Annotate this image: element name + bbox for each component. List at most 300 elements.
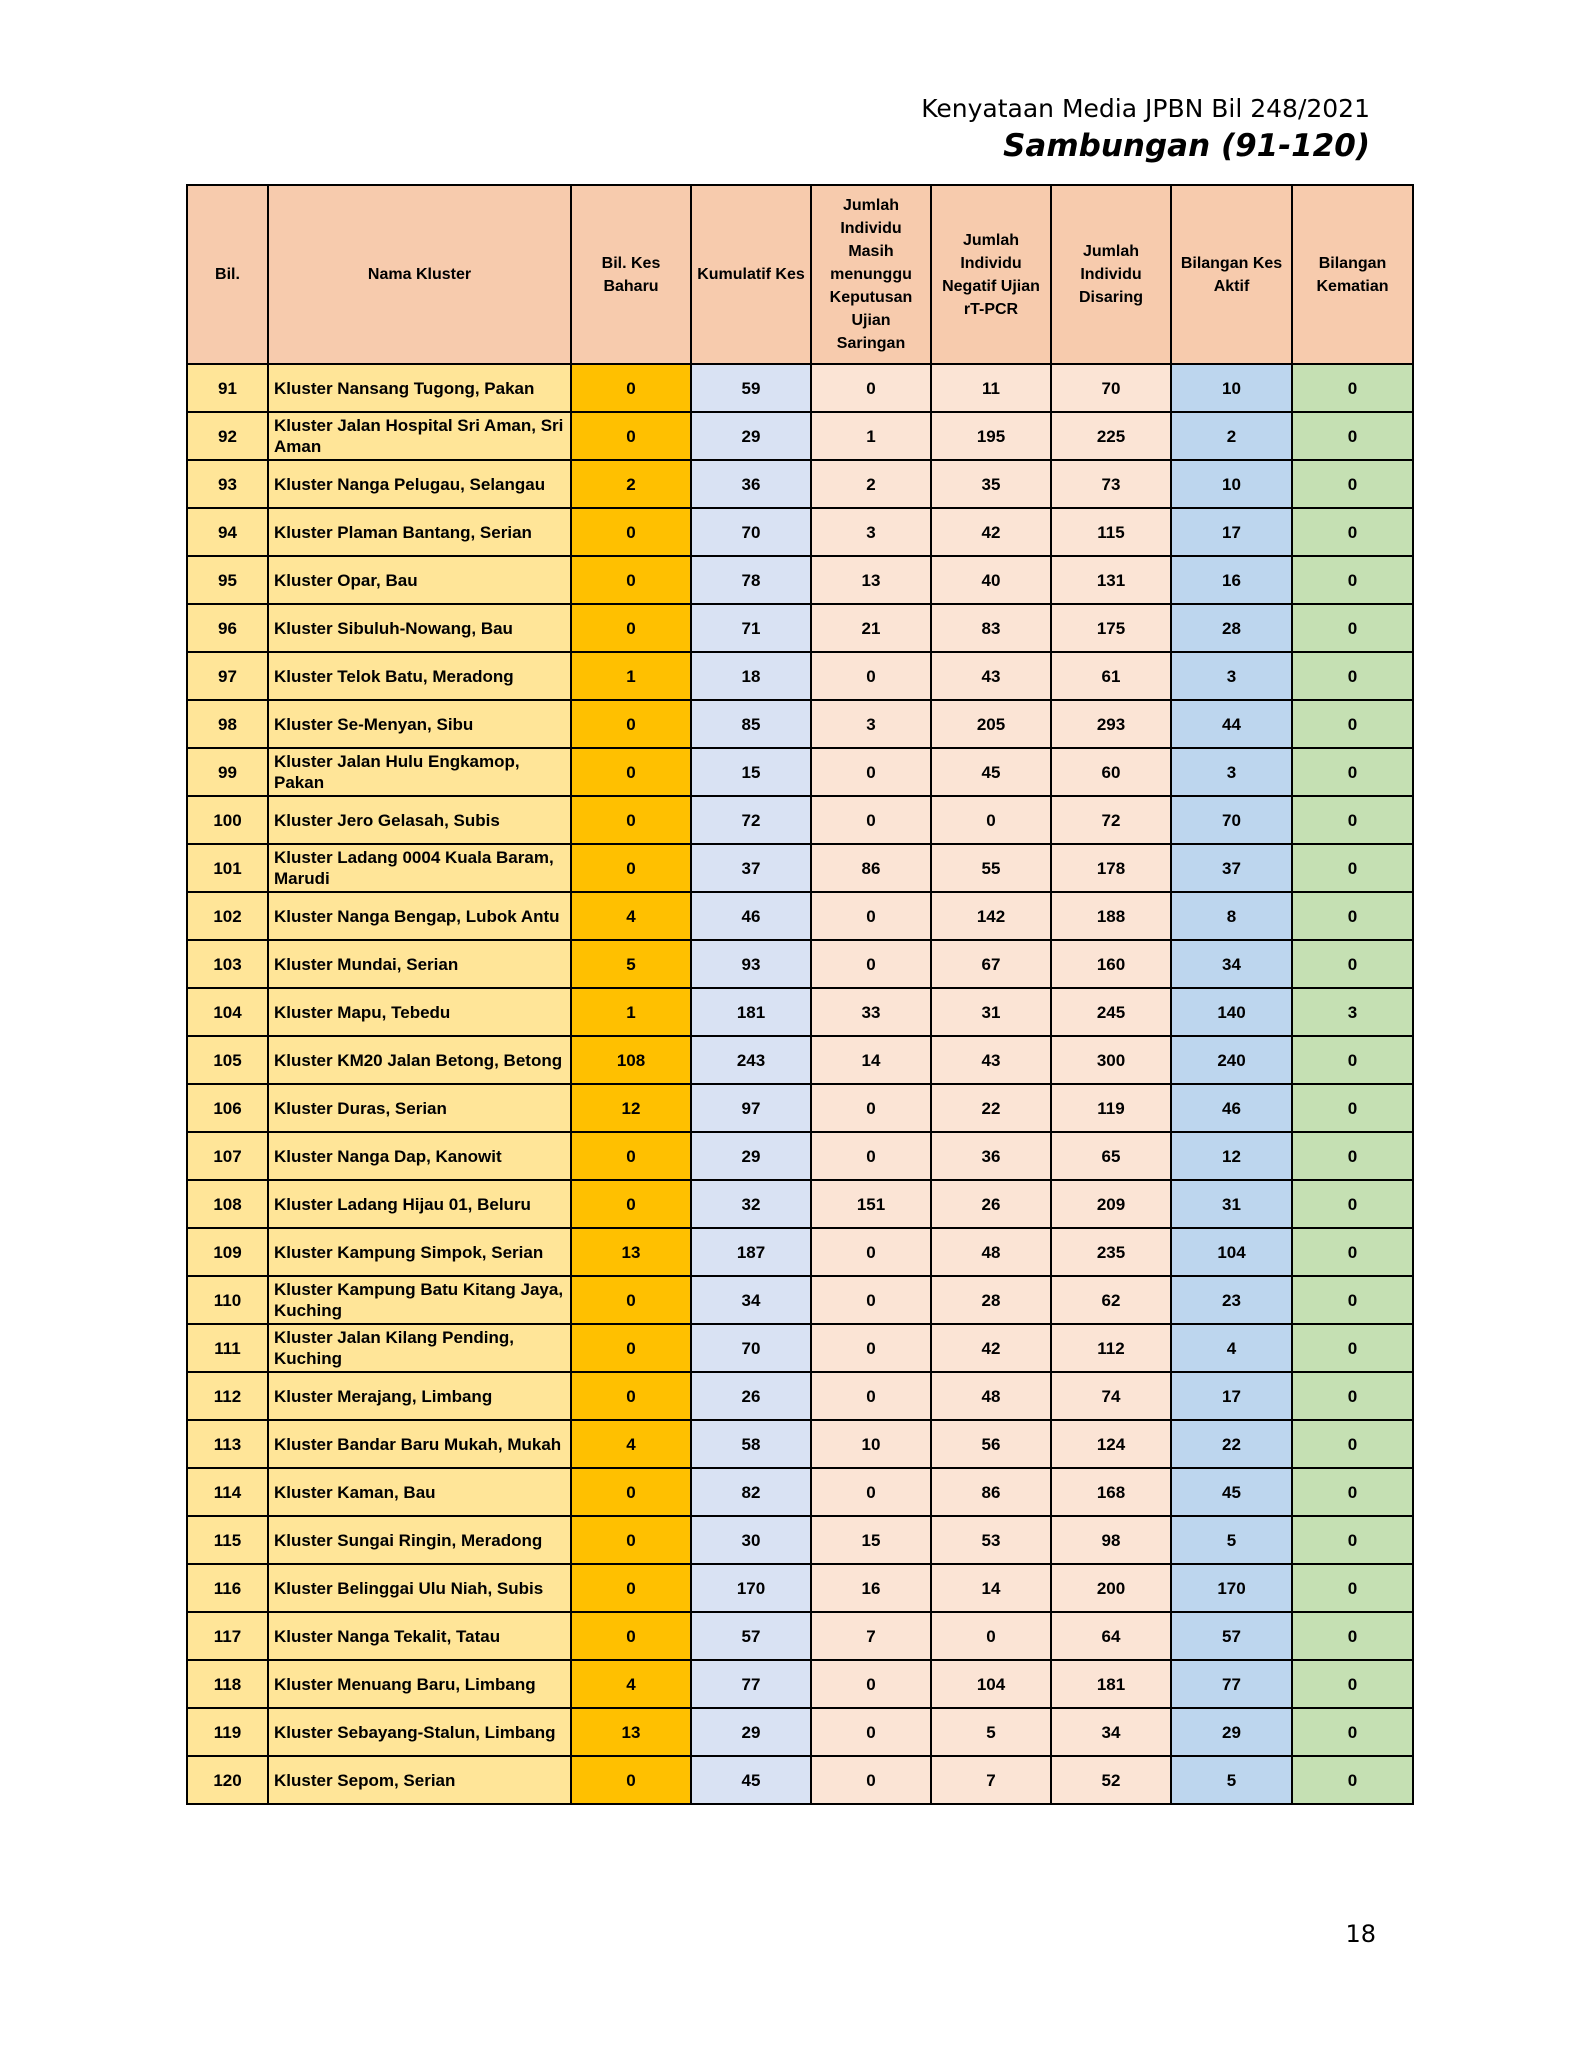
cell-kumulatif-kes: 29	[691, 412, 811, 460]
cell-bil: 111	[187, 1324, 268, 1372]
cell-menunggu-keputusan: 0	[811, 652, 931, 700]
cell-kes-baharu: 108	[571, 1036, 691, 1084]
cell-negatif-rtpcr: 0	[931, 1612, 1051, 1660]
cell-kes-aktif: 5	[1171, 1756, 1292, 1804]
cell-menunggu-keputusan: 0	[811, 1756, 931, 1804]
cell-kumulatif-kes: 181	[691, 988, 811, 1036]
cell-kes-baharu: 0	[571, 1324, 691, 1372]
cell-kes-aktif: 16	[1171, 556, 1292, 604]
cell-kes-baharu: 0	[571, 700, 691, 748]
cell-kumulatif-kes: 71	[691, 604, 811, 652]
cell-kes-aktif: 34	[1171, 940, 1292, 988]
cell-menunggu-keputusan: 0	[811, 1324, 931, 1372]
cell-kumulatif-kes: 34	[691, 1276, 811, 1324]
cell-kes-aktif: 10	[1171, 364, 1292, 412]
col-header-kes-aktif: Bilangan Kes Aktif	[1171, 185, 1292, 364]
table-row	[187, 748, 1413, 796]
table-row	[187, 460, 1413, 508]
table-header	[187, 185, 1413, 364]
cell-kematian: 3	[1292, 988, 1413, 1036]
cell-nama-kluster: Kluster Menuang Baru, Limbang	[268, 1660, 571, 1708]
cell-kes-baharu: 0	[571, 1468, 691, 1516]
cell-negatif-rtpcr: 7	[931, 1756, 1051, 1804]
cell-bil: 114	[187, 1468, 268, 1516]
table-body	[187, 364, 1413, 1804]
cell-kematian: 0	[1292, 364, 1413, 412]
cell-kematian: 0	[1292, 556, 1413, 604]
cell-individu-disaring: 124	[1051, 1420, 1171, 1468]
cell-bil: 94	[187, 508, 268, 556]
cell-kes-baharu: 1	[571, 652, 691, 700]
cell-nama-kluster: Kluster KM20 Jalan Betong, Betong	[268, 1036, 571, 1084]
cell-individu-disaring: 64	[1051, 1612, 1171, 1660]
cell-kumulatif-kes: 29	[691, 1132, 811, 1180]
cell-kes-aktif: 8	[1171, 892, 1292, 940]
cell-individu-disaring: 200	[1051, 1564, 1171, 1612]
cell-negatif-rtpcr: 43	[931, 1036, 1051, 1084]
cell-kematian: 0	[1292, 1660, 1413, 1708]
cell-menunggu-keputusan: 0	[811, 1708, 931, 1756]
cell-individu-disaring: 112	[1051, 1324, 1171, 1372]
cell-bil: 95	[187, 556, 268, 604]
cell-kematian: 0	[1292, 1756, 1413, 1804]
cell-kumulatif-kes: 45	[691, 1756, 811, 1804]
cell-negatif-rtpcr: 142	[931, 892, 1051, 940]
table-row	[187, 556, 1413, 604]
cell-kes-baharu: 0	[571, 1756, 691, 1804]
cell-bil: 97	[187, 652, 268, 700]
cell-negatif-rtpcr: 5	[931, 1708, 1051, 1756]
cell-kes-baharu: 12	[571, 1084, 691, 1132]
cell-menunggu-keputusan: 7	[811, 1612, 931, 1660]
cell-negatif-rtpcr: 48	[931, 1372, 1051, 1420]
cell-nama-kluster: Kluster Mapu, Tebedu	[268, 988, 571, 1036]
cell-kes-aktif: 29	[1171, 1708, 1292, 1756]
cell-nama-kluster: Kluster Sebayang-Stalun, Limbang	[268, 1708, 571, 1756]
cell-bil: 108	[187, 1180, 268, 1228]
cell-individu-disaring: 160	[1051, 940, 1171, 988]
cell-menunggu-keputusan: 33	[811, 988, 931, 1036]
table-row	[187, 1276, 1413, 1324]
cell-individu-disaring: 225	[1051, 412, 1171, 460]
cell-nama-kluster: Kluster Jero Gelasah, Subis	[268, 796, 571, 844]
cell-bil: 119	[187, 1708, 268, 1756]
table-row	[187, 940, 1413, 988]
cell-kes-aktif: 37	[1171, 844, 1292, 892]
cell-kematian: 0	[1292, 508, 1413, 556]
cell-individu-disaring: 168	[1051, 1468, 1171, 1516]
cell-kematian: 0	[1292, 1228, 1413, 1276]
cell-negatif-rtpcr: 48	[931, 1228, 1051, 1276]
cell-bil: 113	[187, 1420, 268, 1468]
cell-menunggu-keputusan: 0	[811, 748, 931, 796]
cell-kes-baharu: 13	[571, 1228, 691, 1276]
cell-kes-aktif: 77	[1171, 1660, 1292, 1708]
table-row	[187, 1084, 1413, 1132]
cell-nama-kluster: Kluster Jalan Hulu Engkamop, Pakan	[268, 748, 571, 796]
cell-negatif-rtpcr: 195	[931, 412, 1051, 460]
cell-individu-disaring: 293	[1051, 700, 1171, 748]
table-row	[187, 796, 1413, 844]
cell-kes-baharu: 0	[571, 1180, 691, 1228]
cell-kes-aktif: 240	[1171, 1036, 1292, 1084]
cell-kes-aktif: 17	[1171, 508, 1292, 556]
cell-kematian: 0	[1292, 604, 1413, 652]
cell-kematian: 0	[1292, 700, 1413, 748]
cell-kes-aktif: 23	[1171, 1276, 1292, 1324]
table-row	[187, 1372, 1413, 1420]
cell-kes-aktif: 5	[1171, 1516, 1292, 1564]
cell-kes-aktif: 45	[1171, 1468, 1292, 1516]
table-row	[187, 892, 1413, 940]
cell-bil: 101	[187, 844, 268, 892]
cell-kumulatif-kes: 46	[691, 892, 811, 940]
cell-nama-kluster: Kluster Nanga Tekalit, Tatau	[268, 1612, 571, 1660]
cell-kumulatif-kes: 18	[691, 652, 811, 700]
cell-negatif-rtpcr: 45	[931, 748, 1051, 796]
cell-nama-kluster: Kluster Jalan Hospital Sri Aman, Sri Aman	[268, 412, 571, 460]
table-row	[187, 1708, 1413, 1756]
cell-individu-disaring: 188	[1051, 892, 1171, 940]
cell-nama-kluster: Kluster Nanga Bengap, Lubok Antu	[268, 892, 571, 940]
cell-individu-disaring: 235	[1051, 1228, 1171, 1276]
cell-negatif-rtpcr: 11	[931, 364, 1051, 412]
cell-kumulatif-kes: 93	[691, 940, 811, 988]
cell-bil: 110	[187, 1276, 268, 1324]
table-row	[187, 652, 1413, 700]
cell-kes-baharu: 0	[571, 604, 691, 652]
table-row	[187, 1516, 1413, 1564]
cell-negatif-rtpcr: 205	[931, 700, 1051, 748]
cell-kes-aktif: 70	[1171, 796, 1292, 844]
cell-menunggu-keputusan: 3	[811, 700, 931, 748]
cell-kes-baharu: 0	[571, 748, 691, 796]
cell-bil: 105	[187, 1036, 268, 1084]
cell-nama-kluster: Kluster Ladang Hijau 01, Beluru	[268, 1180, 571, 1228]
cell-kumulatif-kes: 243	[691, 1036, 811, 1084]
cell-kes-aktif: 3	[1171, 748, 1292, 796]
cell-kumulatif-kes: 78	[691, 556, 811, 604]
header-row	[187, 185, 1413, 364]
col-header-kematian: Bilangan Kematian	[1292, 185, 1413, 364]
cell-kes-baharu: 4	[571, 1660, 691, 1708]
cell-kes-aktif: 57	[1171, 1612, 1292, 1660]
table-row	[187, 988, 1413, 1036]
cell-kumulatif-kes: 70	[691, 1324, 811, 1372]
cell-kumulatif-kes: 97	[691, 1084, 811, 1132]
cell-menunggu-keputusan: 14	[811, 1036, 931, 1084]
cluster-table	[186, 184, 1414, 1805]
table-row	[187, 1324, 1413, 1372]
cell-bil: 118	[187, 1660, 268, 1708]
cell-menunggu-keputusan: 0	[811, 1372, 931, 1420]
cell-kumulatif-kes: 29	[691, 1708, 811, 1756]
cell-kes-baharu: 0	[571, 1516, 691, 1564]
cell-bil: 91	[187, 364, 268, 412]
cell-kumulatif-kes: 15	[691, 748, 811, 796]
cell-kes-aktif: 3	[1171, 652, 1292, 700]
cell-kes-aktif: 44	[1171, 700, 1292, 748]
cell-nama-kluster: Kluster Nanga Dap, Kanowit	[268, 1132, 571, 1180]
cell-nama-kluster: Kluster Plaman Bantang, Serian	[268, 508, 571, 556]
cell-kes-baharu: 13	[571, 1708, 691, 1756]
cell-kes-aktif: 10	[1171, 460, 1292, 508]
table-row	[187, 604, 1413, 652]
cell-kumulatif-kes: 36	[691, 460, 811, 508]
cell-kes-baharu: 5	[571, 940, 691, 988]
cell-negatif-rtpcr: 55	[931, 844, 1051, 892]
cell-nama-kluster: Kluster Sepom, Serian	[268, 1756, 571, 1804]
cell-kematian: 0	[1292, 1324, 1413, 1372]
cell-kematian: 0	[1292, 1612, 1413, 1660]
cell-menunggu-keputusan: 10	[811, 1420, 931, 1468]
cell-menunggu-keputusan: 0	[811, 364, 931, 412]
cell-nama-kluster: Kluster Telok Batu, Meradong	[268, 652, 571, 700]
cell-kumulatif-kes: 30	[691, 1516, 811, 1564]
cell-kumulatif-kes: 57	[691, 1612, 811, 1660]
cell-menunggu-keputusan: 0	[811, 940, 931, 988]
cell-menunggu-keputusan: 2	[811, 460, 931, 508]
cell-nama-kluster: Kluster Jalan Kilang Pending, Kuching	[268, 1324, 571, 1372]
cell-kematian: 0	[1292, 1132, 1413, 1180]
cell-negatif-rtpcr: 42	[931, 1324, 1051, 1372]
cell-individu-disaring: 65	[1051, 1132, 1171, 1180]
table-row	[187, 1660, 1413, 1708]
cell-kematian: 0	[1292, 1516, 1413, 1564]
cell-bil: 116	[187, 1564, 268, 1612]
cell-kumulatif-kes: 37	[691, 844, 811, 892]
cell-bil: 100	[187, 796, 268, 844]
cell-kumulatif-kes: 26	[691, 1372, 811, 1420]
cell-menunggu-keputusan: 15	[811, 1516, 931, 1564]
table-row	[187, 412, 1413, 460]
cell-bil: 104	[187, 988, 268, 1036]
cell-individu-disaring: 115	[1051, 508, 1171, 556]
cell-negatif-rtpcr: 42	[931, 508, 1051, 556]
col-header-individu-disaring: Jumlah Individu Disaring	[1051, 185, 1171, 364]
cell-kematian: 0	[1292, 412, 1413, 460]
cell-individu-disaring: 73	[1051, 460, 1171, 508]
cell-menunggu-keputusan: 1	[811, 412, 931, 460]
cell-nama-kluster: Kluster Nanga Pelugau, Selangau	[268, 460, 571, 508]
cell-kes-aktif: 28	[1171, 604, 1292, 652]
table-row	[187, 844, 1413, 892]
cell-kumulatif-kes: 187	[691, 1228, 811, 1276]
cell-kematian: 0	[1292, 460, 1413, 508]
table-row	[187, 700, 1413, 748]
col-header-kumulatif-kes: Kumulatif Kes	[691, 185, 811, 364]
cell-kes-baharu: 0	[571, 508, 691, 556]
cell-negatif-rtpcr: 14	[931, 1564, 1051, 1612]
cell-bil: 109	[187, 1228, 268, 1276]
cell-individu-disaring: 98	[1051, 1516, 1171, 1564]
cell-menunggu-keputusan: 151	[811, 1180, 931, 1228]
cell-individu-disaring: 74	[1051, 1372, 1171, 1420]
cell-individu-disaring: 181	[1051, 1660, 1171, 1708]
cell-individu-disaring: 62	[1051, 1276, 1171, 1324]
cell-kes-aktif: 46	[1171, 1084, 1292, 1132]
cell-kes-baharu: 1	[571, 988, 691, 1036]
cell-menunggu-keputusan: 0	[811, 1084, 931, 1132]
cell-bil: 117	[187, 1612, 268, 1660]
cell-kes-aktif: 17	[1171, 1372, 1292, 1420]
cell-negatif-rtpcr: 67	[931, 940, 1051, 988]
cell-menunggu-keputusan: 0	[811, 1468, 931, 1516]
cell-kematian: 0	[1292, 796, 1413, 844]
cell-negatif-rtpcr: 22	[931, 1084, 1051, 1132]
cell-kumulatif-kes: 85	[691, 700, 811, 748]
cell-individu-disaring: 300	[1051, 1036, 1171, 1084]
cell-kes-aktif: 31	[1171, 1180, 1292, 1228]
cell-menunggu-keputusan: 0	[811, 1132, 931, 1180]
cell-nama-kluster: Kluster Opar, Bau	[268, 556, 571, 604]
cell-nama-kluster: Kluster Kampung Simpok, Serian	[268, 1228, 571, 1276]
cell-menunggu-keputusan: 16	[811, 1564, 931, 1612]
cell-kes-aktif: 140	[1171, 988, 1292, 1036]
cell-nama-kluster: Kluster Kampung Batu Kitang Jaya, Kuching	[268, 1276, 571, 1324]
cell-negatif-rtpcr: 40	[931, 556, 1051, 604]
cell-menunggu-keputusan: 0	[811, 1276, 931, 1324]
table-row	[187, 1756, 1413, 1804]
cell-kes-baharu: 0	[571, 1276, 691, 1324]
col-header-kes-baharu: Bil. Kes Baharu	[571, 185, 691, 364]
cell-kes-baharu: 0	[571, 1564, 691, 1612]
cell-menunggu-keputusan: 21	[811, 604, 931, 652]
cell-kes-aktif: 4	[1171, 1324, 1292, 1372]
table-row	[187, 364, 1413, 412]
cell-kematian: 0	[1292, 1564, 1413, 1612]
cell-kes-baharu: 0	[571, 556, 691, 604]
cell-nama-kluster: Kluster Merajang, Limbang	[268, 1372, 571, 1420]
cell-menunggu-keputusan: 0	[811, 796, 931, 844]
cell-negatif-rtpcr: 0	[931, 796, 1051, 844]
cell-nama-kluster: Kluster Se-Menyan, Sibu	[268, 700, 571, 748]
cell-nama-kluster: Kluster Kaman, Bau	[268, 1468, 571, 1516]
cell-negatif-rtpcr: 31	[931, 988, 1051, 1036]
cell-kematian: 0	[1292, 892, 1413, 940]
cell-bil: 112	[187, 1372, 268, 1420]
cell-kematian: 0	[1292, 1372, 1413, 1420]
cell-kematian: 0	[1292, 1420, 1413, 1468]
cell-kes-aktif: 170	[1171, 1564, 1292, 1612]
cell-kes-aktif: 22	[1171, 1420, 1292, 1468]
cell-negatif-rtpcr: 43	[931, 652, 1051, 700]
cell-kes-aktif: 104	[1171, 1228, 1292, 1276]
cell-negatif-rtpcr: 26	[931, 1180, 1051, 1228]
cell-menunggu-keputusan: 0	[811, 1228, 931, 1276]
table-row	[187, 1612, 1413, 1660]
press-statement-title: Kenyataan Media JPBN Bil 248/2021	[921, 94, 1370, 123]
cell-kes-baharu: 0	[571, 1132, 691, 1180]
cell-individu-disaring: 119	[1051, 1084, 1171, 1132]
table-row	[187, 1228, 1413, 1276]
cell-nama-kluster: Kluster Nansang Tugong, Pakan	[268, 364, 571, 412]
col-header-bil: Bil.	[187, 185, 268, 364]
cell-kumulatif-kes: 77	[691, 1660, 811, 1708]
cell-kes-baharu: 0	[571, 1612, 691, 1660]
cell-kematian: 0	[1292, 1708, 1413, 1756]
cell-kumulatif-kes: 32	[691, 1180, 811, 1228]
cell-kes-aktif: 2	[1171, 412, 1292, 460]
cell-individu-disaring: 175	[1051, 604, 1171, 652]
continuation-subtitle: Sambungan (91-120)	[1003, 128, 1370, 164]
cell-negatif-rtpcr: 56	[931, 1420, 1051, 1468]
cell-bil: 99	[187, 748, 268, 796]
cell-kematian: 0	[1292, 844, 1413, 892]
cell-negatif-rtpcr: 36	[931, 1132, 1051, 1180]
cell-bil: 103	[187, 940, 268, 988]
cell-menunggu-keputusan: 13	[811, 556, 931, 604]
cell-nama-kluster: Kluster Duras, Serian	[268, 1084, 571, 1132]
cell-kumulatif-kes: 70	[691, 508, 811, 556]
cell-bil: 98	[187, 700, 268, 748]
cell-menunggu-keputusan: 86	[811, 844, 931, 892]
cell-kes-baharu: 4	[571, 892, 691, 940]
cell-kes-baharu: 4	[571, 1420, 691, 1468]
cell-menunggu-keputusan: 0	[811, 892, 931, 940]
cell-negatif-rtpcr: 35	[931, 460, 1051, 508]
table-row	[187, 1132, 1413, 1180]
cell-menunggu-keputusan: 3	[811, 508, 931, 556]
cell-nama-kluster: Kluster Sungai Ringin, Meradong	[268, 1516, 571, 1564]
cell-kumulatif-kes: 59	[691, 364, 811, 412]
cell-kumulatif-kes: 58	[691, 1420, 811, 1468]
table-row	[187, 1420, 1413, 1468]
table-row	[187, 1564, 1413, 1612]
cell-kematian: 0	[1292, 940, 1413, 988]
cell-kes-baharu: 0	[571, 796, 691, 844]
cell-nama-kluster: Kluster Mundai, Serian	[268, 940, 571, 988]
cell-negatif-rtpcr: 104	[931, 1660, 1051, 1708]
cell-bil: 92	[187, 412, 268, 460]
cell-kes-baharu: 0	[571, 364, 691, 412]
col-header-menunggu-keputusan: Jumlah Individu Masih menunggu Keputusan Ujian Saringan	[811, 185, 931, 364]
table-row	[187, 1468, 1413, 1516]
cell-kes-baharu: 2	[571, 460, 691, 508]
cell-individu-disaring: 34	[1051, 1708, 1171, 1756]
cell-nama-kluster: Kluster Belinggai Ulu Niah, Subis	[268, 1564, 571, 1612]
cell-bil: 102	[187, 892, 268, 940]
page-number: 18	[1345, 1920, 1376, 1948]
cell-individu-disaring: 61	[1051, 652, 1171, 700]
cell-kematian: 0	[1292, 1276, 1413, 1324]
cell-nama-kluster: Kluster Bandar Baru Mukah, Mukah	[268, 1420, 571, 1468]
col-header-negatif-rtpcr: Jumlah Individu Negatif Ujian rT-PCR	[931, 185, 1051, 364]
cell-kes-aktif: 12	[1171, 1132, 1292, 1180]
cell-kematian: 0	[1292, 1180, 1413, 1228]
cell-nama-kluster: Kluster Ladang 0004 Kuala Baram, Marudi	[268, 844, 571, 892]
cell-bil: 107	[187, 1132, 268, 1180]
cell-individu-disaring: 52	[1051, 1756, 1171, 1804]
col-header-nama-kluster: Nama Kluster	[268, 185, 571, 364]
table-row	[187, 1180, 1413, 1228]
cell-kumulatif-kes: 82	[691, 1468, 811, 1516]
cell-kematian: 0	[1292, 652, 1413, 700]
cell-bil: 106	[187, 1084, 268, 1132]
cell-negatif-rtpcr: 86	[931, 1468, 1051, 1516]
cell-kematian: 0	[1292, 1036, 1413, 1084]
cell-bil: 96	[187, 604, 268, 652]
table-row	[187, 1036, 1413, 1084]
cell-bil: 115	[187, 1516, 268, 1564]
cell-bil: 93	[187, 460, 268, 508]
cell-kematian: 0	[1292, 1468, 1413, 1516]
cell-individu-disaring: 245	[1051, 988, 1171, 1036]
cell-individu-disaring: 209	[1051, 1180, 1171, 1228]
cell-individu-disaring: 60	[1051, 748, 1171, 796]
table-row	[187, 508, 1413, 556]
cell-negatif-rtpcr: 28	[931, 1276, 1051, 1324]
